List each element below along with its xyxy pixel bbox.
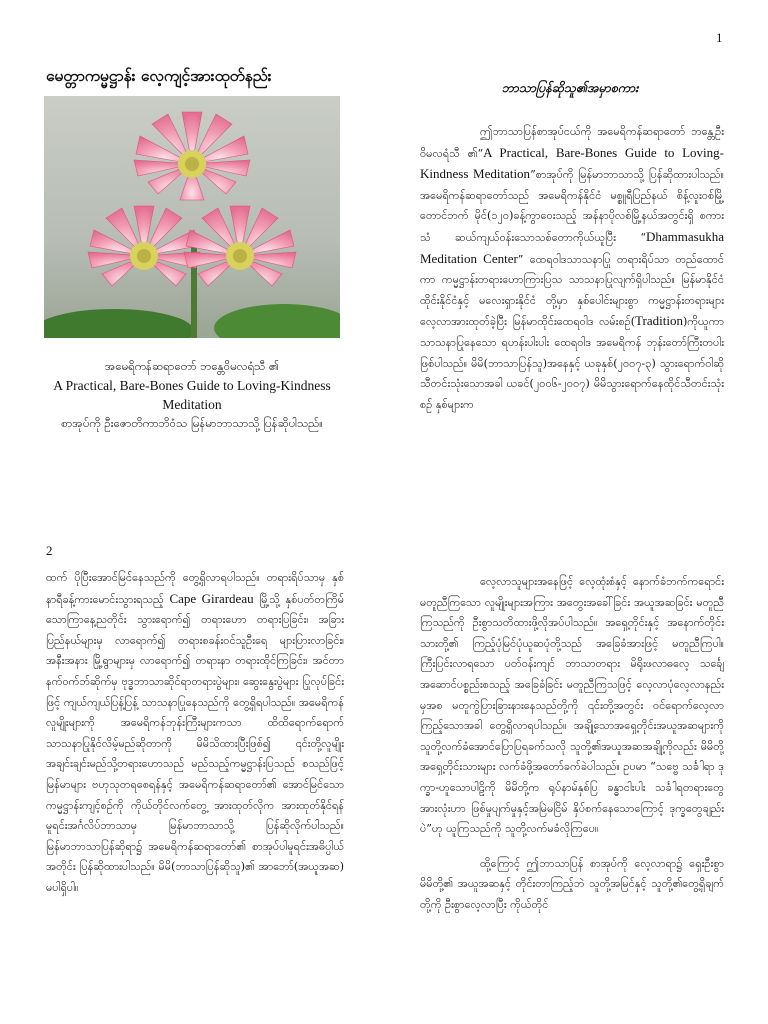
- page2-right-column: [420, 572, 724, 952]
- caption-book-title: A Practical, Bare-Bones Guide to Loving-Kindness Meditation: [53, 378, 331, 412]
- lotus-photo: [44, 96, 340, 338]
- foreword-text-a: ဤဘာသာပြန်စာအုပ်ငယ်ကို အမေရိကန်ဆရာတော် ဘန္တေဦးဝိမလရံသီ ၏“: [420, 125, 724, 160]
- pink-lotus-flowers-image: [44, 96, 340, 338]
- page-number-1: 1: [716, 30, 723, 45]
- caption-line-translator: စာအုပ်ကို ဦးဇောတိကာဘိဝံသ မြန်မာဘာသာသို့ ပြန်ဆိုပါသည်။: [61, 416, 323, 430]
- right-paragraph-2: ထို့ကြောင့် ဤဘာသာပြန် စာအုပ်ကို လေ့လာရာ၌ ရှေးဦးစွာ မိမိတို့၏ အယူအဆနှင့် တိုင်းတာကြည့်ဘဲ သူတို့အမြင်နှင့် သူတို့၏တွေ့ရှိချက်တို့ကို ဦးစွာလေ့လာပြီး ကိုယ်တိုင်: [420, 856, 724, 911]
- foreword-text-b: ”စာအုပ်ကို မြန်မာဘာသာသို့ ပြန်ဆိုထားပါသည်။ အမေရိကန်ဆရာတော်သည် အမေရိကန်နိုင်ငံ မစ္စူရီပြည်နယ် စိန့်လူးဝစ်မြို့ တောင်ဘက် မိုင်(၁၂၀)ခန့်ကွာဝေးသည့် အန်နာပိုလစ်မြို့နယ်အတွင်းရှိ စကားသံ ဆယ်ကျယ်ဝန်းသောသစ်တောကိုယ်ယူပြီး “: [420, 168, 724, 244]
- foreword-book-title: A Practical, Bare-Bones Guide to Loving-Kindness Meditation: [420, 144, 724, 182]
- page2-left-column: [46, 568, 344, 948]
- image-caption: [44, 357, 340, 433]
- right-paragraph-1: လေ့လာသူများအနေဖြင့် လေ့ထုံးစံနှင့် နောက်ခံဘက်ကရောင်းမတူညီကြသော လူမျိုးများအကြား အတွေးအခေါ်ခြင်း အယူအဆခြင်း မတူညီကြသည်ကို ဦးစွာသတိထားဖို့လိုအပ်ပါသည်။ အရှေ့တိုင်းနှင့် အနောက်တိုင်းသားတို့၏ ကြည့်ပုံမြင်ပုံယူဆပုံတို့သည် အခြေခံအားဖြင့် မတူညီကြပါ။ ကြီးပြင်းလာရသော ပတ်ဝန်းကျင် ဘာသာတရား မိရိုးဖလာဓလေ့ သင်္ချေအဆောင်ပစ္စည်းစသည့် အခြေခံခြင်း မတူညီကြသဖြင့် လေ့လာပုံလေ့လာနည်းမှအစ မတူကွဲပြားခြားနားနေသည်တို့ကို ၎င်းတို့အတွင်း ဝင်ရောက်လေ့လာကြည့်သောအခါ တွေ့ရှိလာရပါသည်။ အချို့သောအရှေ့တိုင်းအယူအဆများကို သူတို့လက်ခံအောင်ပြောပြရခက်သလို သူတို့၏အယူအဆအချို့ကိုလည်း မိမိတို့အရှေ့တိုင်းသားများ လက်ခံဖို့အတော်ခက်ခဲပါသည်။ ဥပမာ “သဗ္ဗေ သင်္ခါရာ ဒုက္ခာ-ဟူသောပါဠိကို မိမိတို့က ရုပ်နာမ်နှစ်ပြ ခန္ဓာငါးပါး သင်္ခါရတရားတွေအားလုံးဟာ ဖြစ်မှုပျက်မှုနှင့်အမြဲမငြိမ် နှိပ်စက်နေသောကြောင့် ဒုက္ခတွေချည်းပဲ”ဟု ယူကြသည်ကို သူတို့လက်မခံလိုကြပေ။: [420, 575, 724, 836]
- caption-line-author: အမေရိကန်ဆရာတော် ဘန္တေဝိမလရံသီ ၏: [104, 359, 280, 373]
- left-text-a: ထက် ပိုပြီးအောင်မြင်နေသည်ကို တွေ့ရှိလာရပါသည်။ တရားရိပ်သာမှ နှစ်နာရီခန့်ကားမောင်းသွားရသည့်: [46, 571, 344, 606]
- foreword-text-c: ” ထေရဝါဒသာသနာပြု တရားရိပ်သာ တည်ထောင်ကာ ကမ္မဋ္ဌာန်းတရားဟောကြားပြသ သာသနာပြုလျက်ရှိပါသည်။ မြန်မာနိုင်ငံ ထိုင်းနိုင်ငံနှင့် မလေးရှားနိုင်ငံ တို့မှာ နှစ်ပေါင်းများစွာ ကမ္မဋ္ဌာန်းတရားများ လေ့လာအားထုတ်ခဲ့ပြီး မြန်မာထိုင်းထေရဝါဒ လမ်းစဉ်(: [420, 252, 724, 329]
- foreword-text: [420, 122, 724, 444]
- foreword-text-d: )ကိုယူကာ သာသနာပြုနေသော ရဟန်းပါးပါး ထေရဝါဒ အမေရိကန် ဘုန်းတော်ကြီးတပါး ဖြစ်ပါသည်။ မိမိ(ဘာသာပြန်သူ)အနေနှင့် ယခုနှစ်(၂၀၀၇-၃) သွားရောက်ဝါဆိုသီတင်းသုံးသောအခါ ယခင်(၂၀၀၆-၂၀၀၇) မိမိသွားရောက်နေထိုင်သီတင်းသုံးစဉ် နှစ်များက: [420, 315, 724, 411]
- translator-foreword-heading: ဘာသာပြန်ဆိုသူ၏အမှာစကား: [501, 80, 639, 95]
- page-title: မေတ္တာကမ္မဋ္ဌာန်း လေ့ကျင့်အားထုတ်နည်း: [46, 66, 272, 85]
- meditation-center-name: Dhammasukha Meditation Center: [420, 228, 724, 266]
- left-text-b: မြို့သို့ နှစ်ပတ်တကြိမ် သောကြာနေ့ညတိုင်း သွားရောက်၍ တရားဟော တရားပြခြင်း၊ အခြားပြည်နယ်များမှ လာရောက်၍ တရားစခန်းဝင်သူဦးရေ များပြားလာခြင်း၊ အနီးအနား မြို့ရွာများမှ လာရောက်၍ တရားနာ တရားထိုင်ကြခြင်း၊ အင်တာနက်ဝက်ဘ်ဆိုက်မှ ဗုဒ္ဓဘာသာဆိုင်ရာတရားပွဲများ၊ ဆွေးနွေးပွဲများ ပြုလုပ်ခြင်းဖြင့် ကျယ်ကျယ်ပြန့်ပြန့် သာသနာပြုနေသည်ကို တွေ့ရှိရပါသည်။ အမေရိကန်လူမျိုးများကို အမေရိကန်ဘုန်းကြီးများကသာ ထိထိရောက်ရောက် သာသနာပြုနိုင်လိမ့်မည်ဆိုတာကို မိမိသိထားပြီးဖြစ်၍ ၎င်းတို့လူမျိုး အချင်းချင်းမည်သို့တရားဟောသည် မည်သည့်ကမ္မဋ္ဌာန်းပြသည် စသည်ဖြင့် မြန်မာများ ဗဟုသုတရစေရန်နှင့် အမေရိကန်ဆရာတော်၏ အောင်မြင်သော ကမ္မဋ္ဌာန်းကျင့်စဉ်ကို ကိုယ်တိုင်လက်တွေ့ အားထုတ်လိုက အားထုတ်နိုင်ရန် မူရင်းအင်္ဂလိပ်ဘာသာမှ မြန်မာဘာသာသို့ ပြန်ဆိုလိုက်ပါသည်။ မြန်မာဘာသာပြန်ဆိုရာ၌ အမေရိကန်ဆရာတော်၏ စာအုပ်ပါမူရင်းအဓိပ္ပါယ်အတိုင်း ပြန်ဆိုထားပါသည်။ မိမိ(ဘာသာပြန်ဆိုသူ)၏ အာဘော်(အယူအဆ) မပါရှိပါ။: [46, 592, 344, 894]
- page-number-2: 2: [46, 543, 53, 558]
- city-name: Cape Girardeau: [169, 590, 254, 606]
- tradition-word: Tradition: [635, 313, 683, 329]
